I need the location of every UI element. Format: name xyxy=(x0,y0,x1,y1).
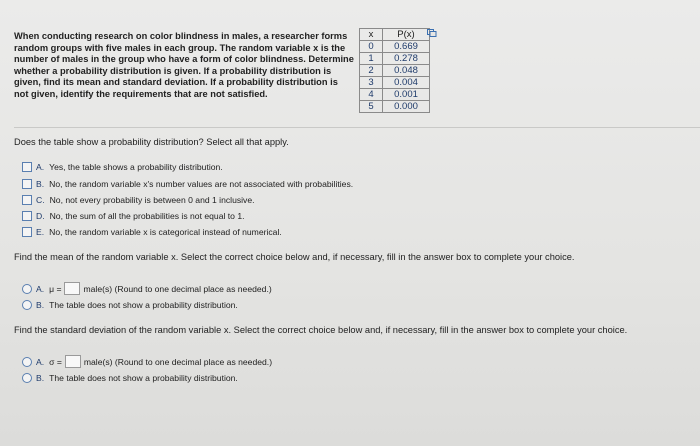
table-cell-px: 0.001 xyxy=(383,89,430,101)
option-letter: A. xyxy=(36,356,45,367)
radio-button[interactable] xyxy=(22,357,32,367)
option-1d[interactable] xyxy=(22,211,245,221)
checkbox[interactable] xyxy=(22,227,32,237)
mean-symbol: μ = xyxy=(49,283,62,294)
sd-answer-input[interactable] xyxy=(65,355,81,368)
option-letter: A. xyxy=(36,283,45,294)
section-divider xyxy=(14,127,700,128)
option-letter: E. xyxy=(36,227,45,237)
option-3b[interactable] xyxy=(22,373,238,383)
table-cell-x: 4 xyxy=(360,89,383,101)
option-letter: D. xyxy=(36,211,45,221)
table-cell-x: 3 xyxy=(360,77,383,89)
table-cell-px: 0.048 xyxy=(383,65,430,77)
option-3a[interactable] xyxy=(22,355,272,368)
option-letter: B. xyxy=(36,179,45,189)
option-1b[interactable] xyxy=(22,179,353,189)
table-cell-px: 0.278 xyxy=(383,53,430,65)
table-cell-px: 0.000 xyxy=(383,101,430,113)
option-letter: C. xyxy=(36,195,45,205)
question-2: Find the mean of the random variable x. Select the correct choice below and, if necessary, fill in the answer box to complete your choice. xyxy=(14,252,575,262)
table-header-row xyxy=(360,29,430,41)
sd-symbol: σ = xyxy=(49,356,62,367)
option-text: The table does not show a probability distribution. xyxy=(49,373,238,383)
option-text: male(s) (Round to one decimal place as needed.) xyxy=(83,283,272,294)
table-cell-x: 0 xyxy=(360,41,383,53)
checkbox[interactable] xyxy=(22,211,32,221)
option-text: male(s) (Round to one decimal place as needed.) xyxy=(83,356,273,367)
probability-table xyxy=(359,28,430,113)
option-text: No, the random variable x is categorical instead of numerical. xyxy=(49,227,282,237)
option-2b[interactable] xyxy=(22,300,238,310)
table-row xyxy=(360,41,430,53)
table-row xyxy=(360,101,430,113)
table-row xyxy=(360,65,430,77)
table-cell-px: 0.669 xyxy=(383,41,430,53)
table-cell-x: 2 xyxy=(360,65,383,77)
option-text: No, not every probability is between 0 and 1 inclusive. xyxy=(49,195,255,205)
option-1e[interactable] xyxy=(22,227,282,237)
option-text: No, the sum of all the probabilities is not equal to 1. xyxy=(49,211,245,221)
copy-table-icon[interactable] xyxy=(427,29,437,37)
table-row xyxy=(360,53,430,65)
option-1c[interactable] xyxy=(22,195,255,205)
table-row xyxy=(360,77,430,89)
table-cell-x: 1 xyxy=(360,53,383,65)
checkbox[interactable] xyxy=(22,179,32,189)
table-row xyxy=(360,89,430,101)
option-text: The table does not show a probability distribution. xyxy=(49,300,238,310)
table-cell-x: 5 xyxy=(360,101,383,113)
option-letter: B. xyxy=(36,373,45,383)
checkbox[interactable] xyxy=(22,195,32,205)
option-1a[interactable] xyxy=(22,162,223,172)
option-text: Yes, the table shows a probability distribution. xyxy=(49,162,223,172)
problem-statement: When conducting research on color blindness in males, a researcher forms random groups with five males in each group. The random variable x is the number of males in the group who have a form of color blindness. Determine whether a probability distribution is given. If a probability distribution is given, find its mean and standard deviation. If a probability distribution is not given, identify the requirements that are not satisfied. xyxy=(14,31,354,99)
option-letter: B. xyxy=(36,300,45,310)
radio-button[interactable] xyxy=(22,284,32,294)
question-3: Find the standard deviation of the random variable x. Select the correct choice below and, if necessary, fill in the answer box to complete your choice. xyxy=(14,325,628,335)
radio-button[interactable] xyxy=(22,300,32,310)
option-2a[interactable] xyxy=(22,282,272,295)
option-text: No, the random variable x's number values are not associated with probabilities. xyxy=(49,179,354,189)
table-header-px: P(x) xyxy=(383,29,430,41)
option-letter: A. xyxy=(36,162,45,172)
table-cell-px: 0.004 xyxy=(383,77,430,89)
checkbox[interactable] xyxy=(22,162,32,172)
question-1: Does the table show a probability distribution? Select all that apply. xyxy=(14,137,289,147)
table-header-x: x xyxy=(360,29,383,41)
mean-answer-input[interactable] xyxy=(64,282,80,295)
radio-button[interactable] xyxy=(22,373,32,383)
